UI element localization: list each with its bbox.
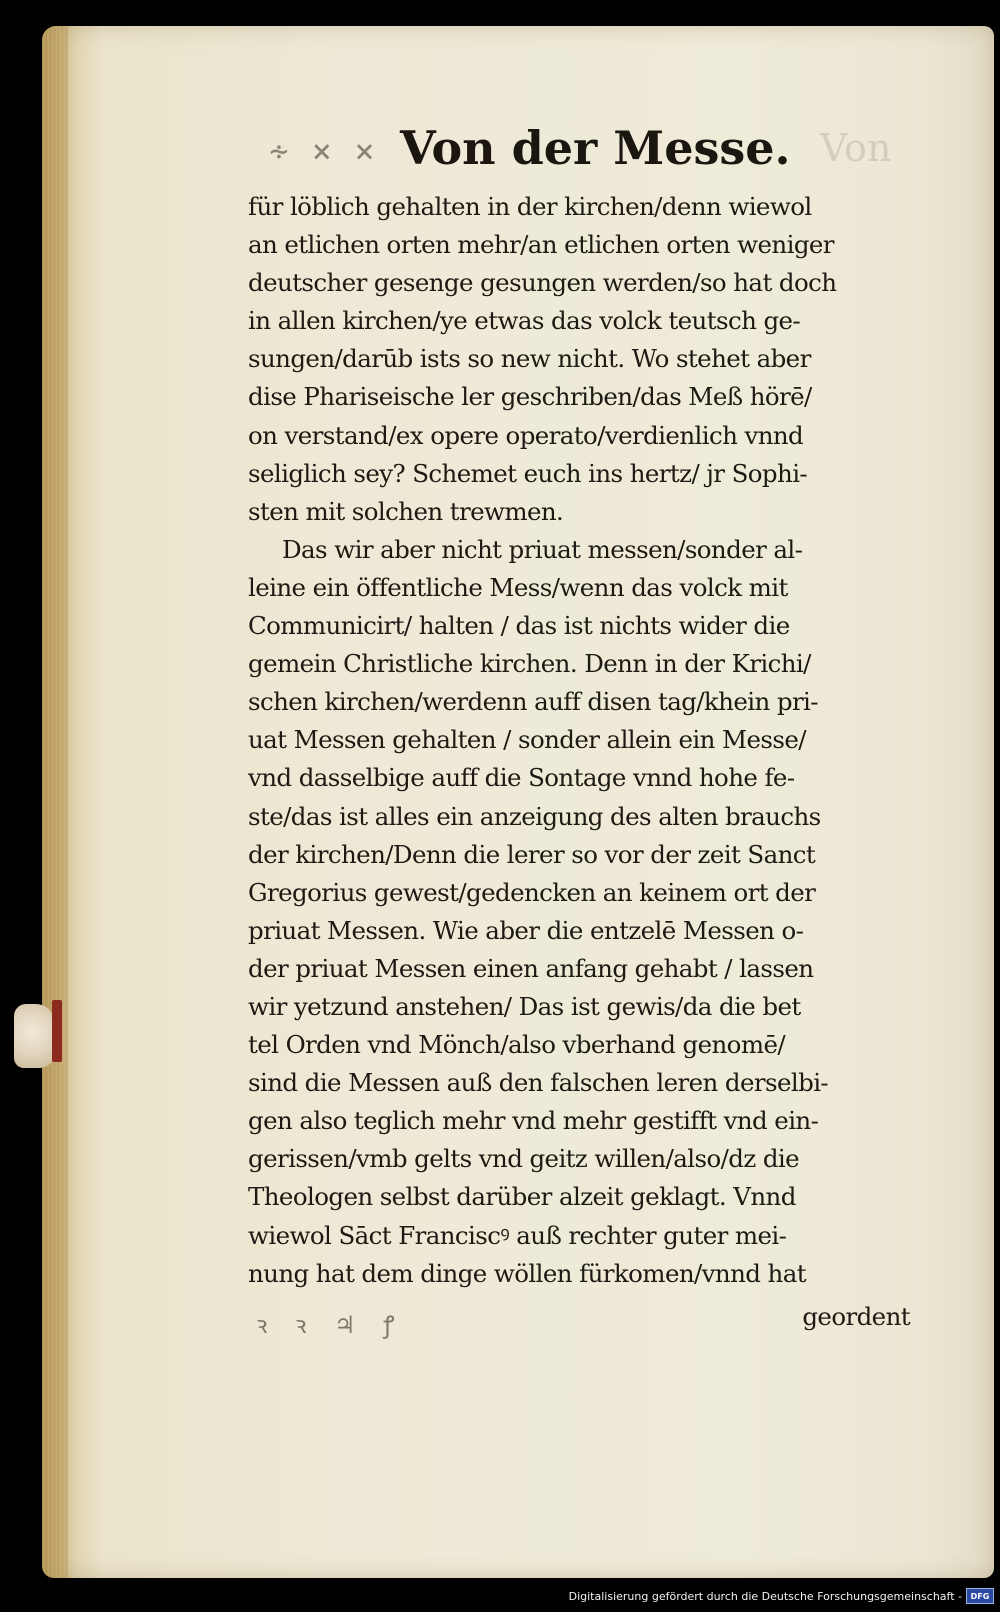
text-line: Communicirt/ halten / das ist nichts wider die <box>248 611 790 641</box>
text-line: in allen kirchen/ye etwas das volck teutsch ge- <box>248 306 801 336</box>
text-line: dise Phariseische ler geschriben/das Meß hörē/ <box>248 382 812 412</box>
heading-title: Von der Messe. <box>400 121 791 175</box>
text-line: gen also teglich mehr vnd mehr gestifft vnd ein- <box>248 1106 819 1136</box>
footer-credit: Digitalisierung gefördert durch die Deutsche Forschungsgemeinschaft - <box>568 1590 962 1603</box>
text-line: leine ein öffentliche Mess/wenn das volck mit <box>248 572 788 602</box>
text-line: uat Messen gehalten / sonder allein ein Messe/ <box>248 725 806 755</box>
catchword: geordent <box>802 1302 910 1331</box>
text-line: an etlichen orten mehr/an etlichen orten weniger <box>248 230 834 260</box>
dfg-logo: DFG <box>966 1588 994 1604</box>
binding-thread <box>14 1004 54 1068</box>
text-line: deutscher gesenge gesungen werden/so hat doch <box>248 268 837 298</box>
show-through-text: Von <box>820 126 892 170</box>
text-line: gerissen/vmb gelts vnd geitz willen/also/dz die <box>248 1144 800 1174</box>
text-line: der kirchen/Denn die lerer so vor der zeit Sanct <box>248 839 816 869</box>
text-line: sten mit solchen trewmen. <box>248 496 564 526</box>
text-line: priuat Messen. Wie aber die entzelē Messen o- <box>248 915 804 945</box>
text-line: Theologen selbst darüber alzeit geklagt. Vnnd <box>248 1182 796 1212</box>
text-line: nung hat dem dinge wöllen fürkomen/vnnd hat <box>248 1258 806 1288</box>
page-gutter-edge <box>42 26 68 1578</box>
text-line: für löblich gehalten in der kirchen/denn wiewol <box>248 192 812 221</box>
binding-band <box>52 1000 62 1062</box>
text-line: vnd dasselbige auff die Sontage vnnd hohe fe- <box>248 763 795 793</box>
text-line: wiewol Sāct Franciscꝰ auß rechter guter mei- <box>248 1220 787 1250</box>
text-line: sind die Messen auß den falschen leren derselbi- <box>248 1068 829 1098</box>
text-line: seliglich sey? Schemet euch ins hertz/ jr Sophi- <box>248 458 808 488</box>
text-line: wir yetzund anstehen/ Das ist gewis/da die bet <box>248 991 801 1021</box>
running-head <box>268 118 908 178</box>
text-line: gemein Christliche kirchen. Denn in der Krichi/ <box>248 649 811 679</box>
digitization-footer <box>0 1582 1000 1612</box>
text-line: ste/das ist alles ein anzeigung des alten brauchs <box>248 801 821 831</box>
text-line: Das wir aber nicht priuat messen/sonder al- <box>282 534 803 564</box>
text-line: schen kirchen/werdenn auff disen tag/khein pri- <box>248 687 818 717</box>
text-line: Gregorius gewest/gedencken an keinem ort der <box>248 877 816 907</box>
heading-ornament: ∻ × × <box>268 137 382 167</box>
text-line: der priuat Messen einen anfang gehabt / lassen <box>248 953 814 983</box>
text-line: sungen/darūb ists so new nicht. Wo stehet aber <box>248 344 811 374</box>
text-line: on verstand/ex opere operato/verdienlich vnnd <box>248 420 804 450</box>
body-text <box>248 188 928 1293</box>
signature-marks: ꝛ ꝛ ♃ ꝭ <box>256 1311 405 1339</box>
text-line: tel Orden vnd Mönch/also vberhand genomē/ <box>248 1030 785 1060</box>
